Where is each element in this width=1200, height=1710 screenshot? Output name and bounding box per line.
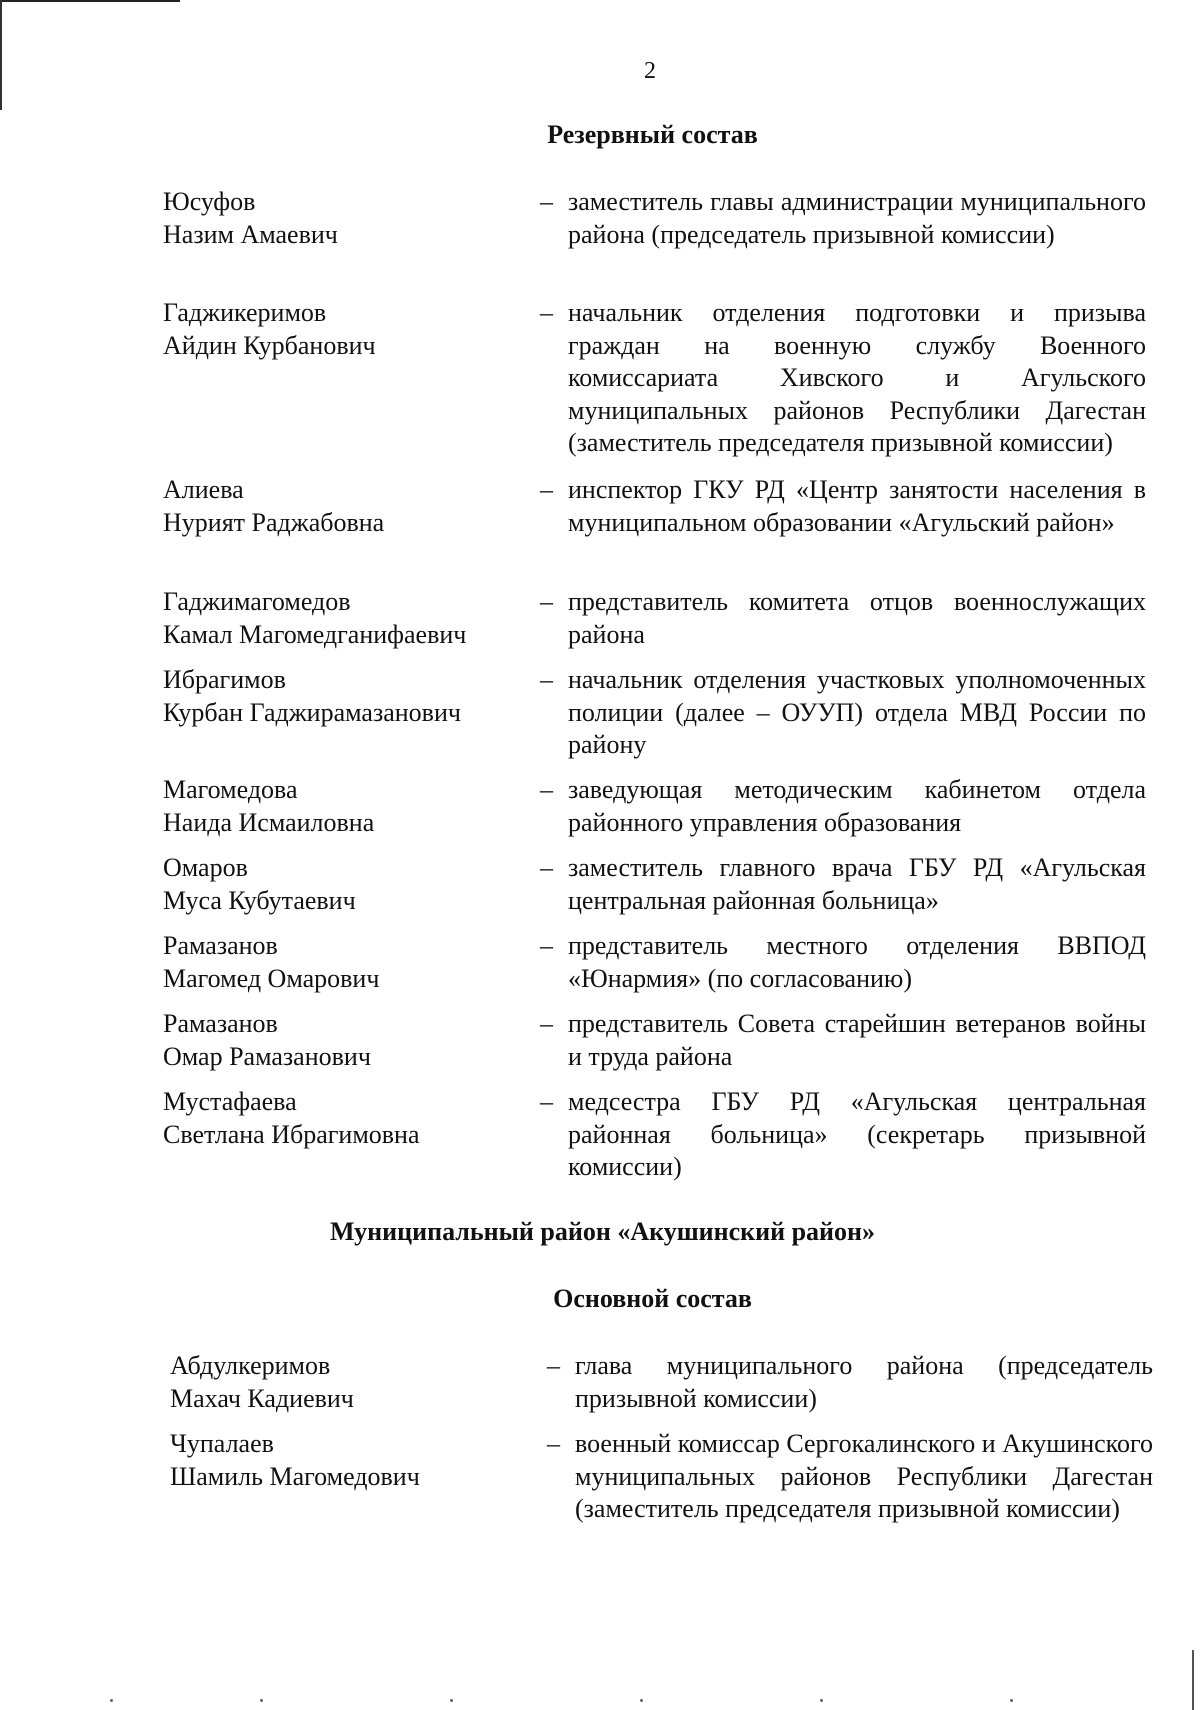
member-name: [163, 297, 523, 362]
member-last-name: Юсуфов: [163, 187, 256, 216]
member-last-name: Абдулкеримов: [170, 1351, 331, 1380]
dash: –: [540, 1087, 553, 1116]
member-first-names: Наида Исмаиловна: [163, 807, 375, 837]
dash: –: [540, 775, 553, 804]
dash: –: [540, 665, 553, 694]
member-role: представитель комитета отцов военнослужащих района: [568, 587, 1146, 649]
member-first-names: Махач Кадиевич: [170, 1383, 354, 1413]
page-number: 2: [644, 58, 656, 84]
member-role: заместитель главы администрации муниципального района (председатель призывной комиссии): [568, 187, 1146, 249]
member-role: представитель местного отделения ВВПОД «Юнармия» (по согласованию): [568, 931, 1146, 993]
member-role: медсестра ГБУ РД «Агульская центральная районная больница» (секретарь призывной комиссии): [568, 1087, 1146, 1181]
member-first-names: Нурият Раджабовна: [163, 507, 385, 537]
member-role: представитель Совета старейшин ветеранов войны и труда района: [568, 1009, 1146, 1071]
member-name: [170, 1428, 530, 1493]
district-heading: Муниципальный район «Акушинский район»: [329, 1217, 876, 1246]
member-role: инспектор ГКУ РД «Центр занятости населения в муниципальном образовании «Агульский район»: [568, 475, 1146, 537]
scan-border-top: [0, 0, 180, 2]
dash: –: [547, 1429, 560, 1458]
member-last-name: Мустафаева: [163, 1087, 297, 1116]
member-first-names: Муса Кубутаевич: [163, 885, 356, 915]
dash: –: [540, 853, 553, 882]
member-first-names: Омар Рамазанович: [163, 1041, 371, 1071]
member-name: [170, 1350, 530, 1415]
member-last-name: Гаджимагомедов: [163, 587, 351, 616]
dash: –: [540, 298, 553, 327]
member-last-name: Магомедова: [163, 775, 298, 804]
member-first-names: Назим Амаевич: [163, 219, 338, 249]
member-last-name: Рамазанов: [163, 1009, 278, 1038]
member-name: [163, 664, 523, 729]
dash: –: [547, 1351, 560, 1380]
scan-border-left: [0, 0, 2, 110]
member-last-name: Гаджикеримов: [163, 298, 327, 327]
member-name: [163, 186, 523, 251]
reserve-heading: Резервный состав: [547, 120, 758, 149]
member-first-names: Айдин Курбанович: [163, 330, 376, 360]
member-first-names: Курбан Гаджирамазанович: [163, 697, 461, 727]
scan-noise: [0, 1698, 1200, 1702]
member-first-names: Шамиль Магомедович: [170, 1461, 420, 1491]
member-first-names: Магомед Омарович: [163, 963, 380, 993]
dash: –: [540, 587, 553, 616]
member-role: заместитель главного врача ГБУ РД «Агульская центральная районная больница»: [568, 853, 1146, 915]
member-role: заведующая методическим кабинетом отдела районного управления образования: [568, 775, 1146, 837]
member-name: [163, 1008, 523, 1073]
member-last-name: Ибрагимов: [163, 665, 286, 694]
dash: –: [540, 475, 553, 504]
member-role: глава муниципального района (председатель призывной комиссии): [575, 1351, 1153, 1413]
member-name: [163, 586, 523, 651]
member-role: военный комиссар Сергокалинского и Акушинского муниципальных районов Республики Дагестан (заместитель председателя призывной комиссии): [575, 1429, 1153, 1523]
dash: –: [540, 1009, 553, 1038]
dash: –: [540, 187, 553, 216]
member-name: [163, 474, 523, 539]
member-role: начальник отделения участковых уполномоченных полиции (далее – ОУУП) отдела МВД России по району: [568, 665, 1146, 759]
member-role: начальник отделения подготовки и призыва граждан на военную службу Военного комиссариата Хивского и Агульского муниципальных районов Республики Дагестан (заместитель председателя призывной комиссии): [568, 298, 1146, 457]
member-name: [163, 852, 523, 917]
member-last-name: Алиева: [163, 475, 244, 504]
main-section-heading: Основной состав: [553, 1284, 752, 1313]
member-name: [163, 1086, 523, 1151]
member-first-names: Камал Магомедганифаевич: [163, 619, 467, 649]
member-last-name: Рамазанов: [163, 931, 278, 960]
dash: –: [540, 931, 553, 960]
member-name: [163, 774, 523, 839]
member-first-names: Светлана Ибрагимовна: [163, 1119, 420, 1149]
member-name: [163, 930, 523, 995]
member-last-name: Омаров: [163, 853, 248, 882]
member-last-name: Чупалаев: [170, 1429, 274, 1458]
